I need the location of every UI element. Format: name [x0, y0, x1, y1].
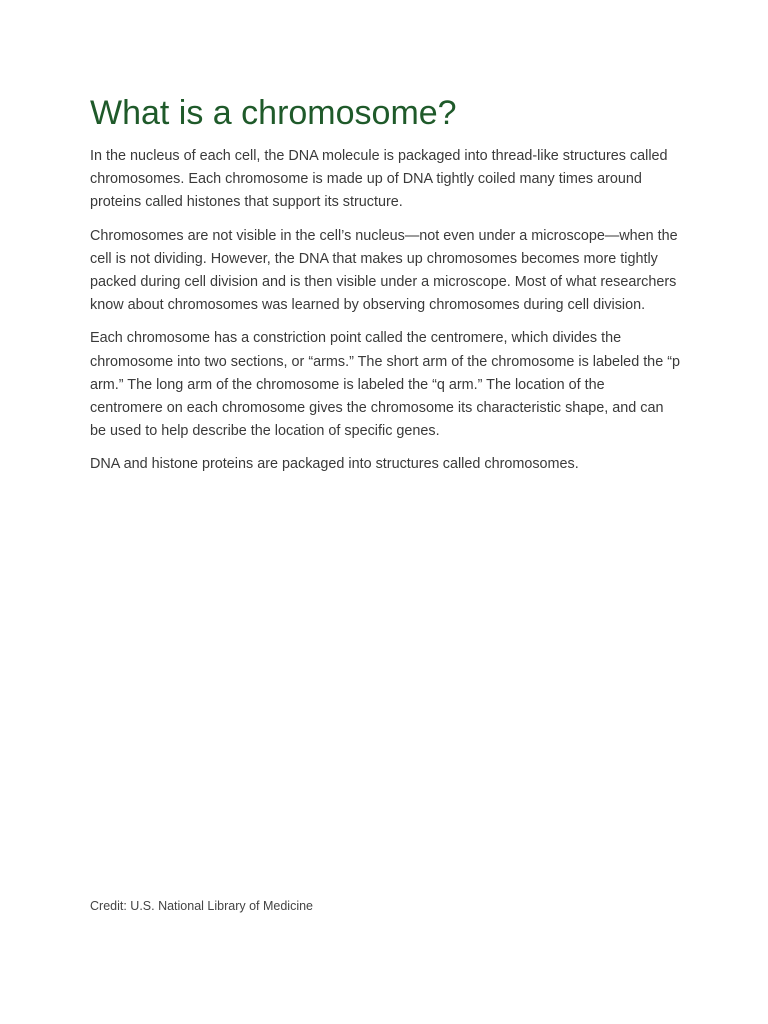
paragraph-visibility: Chromosomes are not visible in the cell’s nucleus—not even under a microscope—when the cell is not dividing. However, the DNA that makes up chromosomes becomes more tightly packed during cell division and is then visible under a microscope. Most of what researchers know about chromosomes was learned by observing chromosomes during cell division. — [90, 227, 678, 314]
article — [90, 92, 680, 487]
page-title: What is a chromosome? — [90, 94, 457, 132]
paragraph-summary: DNA and histone proteins are packaged into structures called chromosomes. — [90, 456, 579, 473]
paragraph-centromere: Each chromosome has a constriction point called the centromere, which divides the chromosome into two sections, or “arms.” The short arm of the chromosome is labeled the “p arm.” The long arm of the chromosome is labeled the “q arm.” The location of the centromere on each chromosome gives the chromosome its characteristic shape, and can be used to help describe the location of specific genes. — [90, 330, 680, 440]
paragraph-dna-packaging: In the nucleus of each cell, the DNA molecule is packaged into thread-like structures called chromosomes. Each chromosome is made up of DNA tightly coiled many times around proteins called histones that support its structure. — [90, 148, 668, 211]
image-credit: Credit: U.S. National Library of Medicine — [90, 899, 314, 913]
